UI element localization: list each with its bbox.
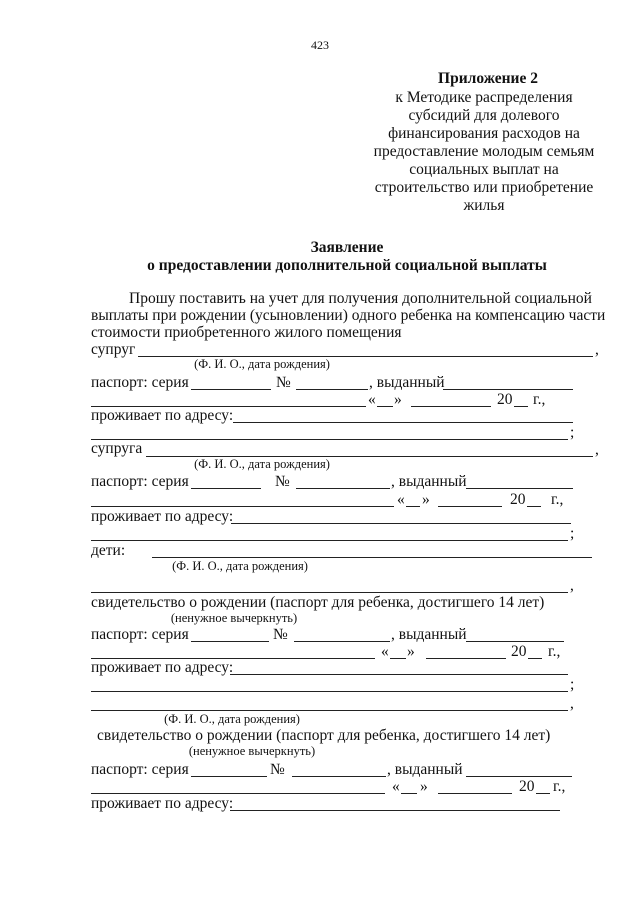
appendix-line: жилья [463,197,505,214]
fio-hint: (Ф. И. О., дата рождения) [164,712,300,726]
quote-close: » [407,643,415,660]
birth-cert-label: свидетельство о рождении (паспорт для ребенка, достигшего 14 лет) [91,594,545,611]
address-field-cont[interactable] [91,691,568,692]
intro-line: выплаты при рождении (усыновлении) одного ребенка на компенсацию части [91,307,606,324]
quote-open: « [397,491,405,508]
issue-day-field[interactable] [377,406,393,407]
semicolon: ; [570,676,575,693]
strike-hint: (ненужное вычеркнуть) [170,611,298,625]
comma: , [595,441,599,458]
passport-number-field[interactable] [292,776,386,777]
appendix-title: Приложение 2 [438,70,538,87]
semicolon: ; [570,525,575,542]
number-sign: № [270,761,285,778]
address-field-cont[interactable] [91,439,568,440]
comma: , [570,577,574,594]
document-subtitle: о предоставлении дополнительной социальной выплаты [147,257,547,274]
address-field[interactable] [230,674,568,675]
fio-hint: (Ф. И. О., дата рождения) [194,457,330,471]
child-fio-field-cont[interactable] [91,592,568,593]
quote-open: « [381,643,389,660]
comma: , [595,341,599,358]
year-prefix: 20 [519,778,535,795]
spouse-f-label: супруга [91,440,143,457]
year-prefix: 20 [511,643,527,660]
year-prefix: 20 [510,491,526,508]
quote-close: » [422,491,430,508]
year-suffix: г., [533,391,546,408]
appendix-line: строительство или приобретение [374,179,594,196]
passport-series-field[interactable] [191,488,261,489]
issue-day-field[interactable] [406,506,420,507]
semicolon: ; [570,424,575,441]
issue-year-field[interactable] [536,793,550,794]
issue-month-field[interactable] [411,406,491,407]
passport-issued-field[interactable] [466,488,573,489]
document-title: Заявление [310,239,384,256]
fio-hint: (Ф. И. О., дата рождения) [172,559,308,573]
issue-day-field[interactable] [390,658,406,659]
quote-close: » [394,391,402,408]
passport-number-field[interactable] [294,641,390,642]
passport-issued-field[interactable] [466,776,572,777]
passport-number-field[interactable] [296,389,368,390]
passport-series-label: паспорт: серия [91,626,189,643]
appendix-line: субсидий для долевого [408,107,560,124]
issue-year-field[interactable] [528,658,542,659]
number-sign: № [276,374,291,391]
passport-series-field[interactable] [191,641,269,642]
issue-month-field[interactable] [426,658,506,659]
passport-issued-field-cont[interactable] [91,506,394,507]
quote-open: « [368,391,376,408]
appendix-line: финансирования расходов на [388,125,580,142]
year-prefix: 20 [497,391,513,408]
passport-issued-field[interactable] [466,641,564,642]
quote-open: « [392,778,400,795]
appendix-line: предоставление молодым семьям [373,143,595,160]
spouse-m-label: супруг [91,341,136,358]
address-field-cont[interactable] [91,540,568,541]
address-field[interactable] [230,810,560,811]
fio-hint: (Ф. И. О., дата рождения) [194,357,330,371]
comma: , [570,695,574,712]
quote-close: » [420,778,428,795]
passport-issued-field[interactable] [443,389,573,390]
passport-series-field[interactable] [191,389,271,390]
child-fio-field[interactable] [91,710,568,711]
issue-year-field[interactable] [527,506,541,507]
child-fio-field[interactable] [152,557,592,558]
appendix-line: социальных выплат на [409,161,559,178]
intro-line: стоимости приобретенного жилого помещения [91,324,402,341]
issue-month-field[interactable] [438,506,502,507]
issue-year-field[interactable] [514,406,528,407]
lives-at-label: проживает по адресу: [91,795,234,812]
issue-month-field[interactable] [438,793,512,794]
passport-number-field[interactable] [296,488,390,489]
issued-label: , выданный [391,626,467,643]
lives-at-label: проживает по адресу: [91,508,234,525]
issue-day-field[interactable] [401,793,417,794]
issued-label: , выданный [369,374,445,391]
year-suffix: г., [548,643,561,660]
appendix-line: к Методике распределения [395,89,573,106]
passport-series-label: паспорт: серия [91,473,189,490]
lives-at-label: проживает по адресу: [91,407,234,424]
passport-series-field[interactable] [191,776,267,777]
lives-at-label: проживает по адресу: [91,659,234,676]
year-suffix: г., [553,778,566,795]
passport-issued-field-cont[interactable] [91,793,385,794]
strike-hint: (ненужное вычеркнуть) [188,744,316,758]
children-label: дети: [91,542,126,559]
page-number: 423 [311,38,329,52]
issued-label: , выданный [387,761,463,778]
passport-series-label: паспорт: серия [91,761,189,778]
year-suffix: г., [551,491,564,508]
number-sign: № [273,626,288,643]
address-field[interactable] [233,422,573,423]
address-field[interactable] [231,523,571,524]
number-sign: № [275,473,290,490]
issued-label: , выданный [391,473,467,490]
passport-series-label: паспорт: серия [91,374,189,391]
intro-line: Прошу поставить на учет для получения дополнительной социальной [129,290,592,307]
birth-cert-label: свидетельство о рождении (паспорт для ребенка, достигшего 14 лет) [97,727,551,744]
